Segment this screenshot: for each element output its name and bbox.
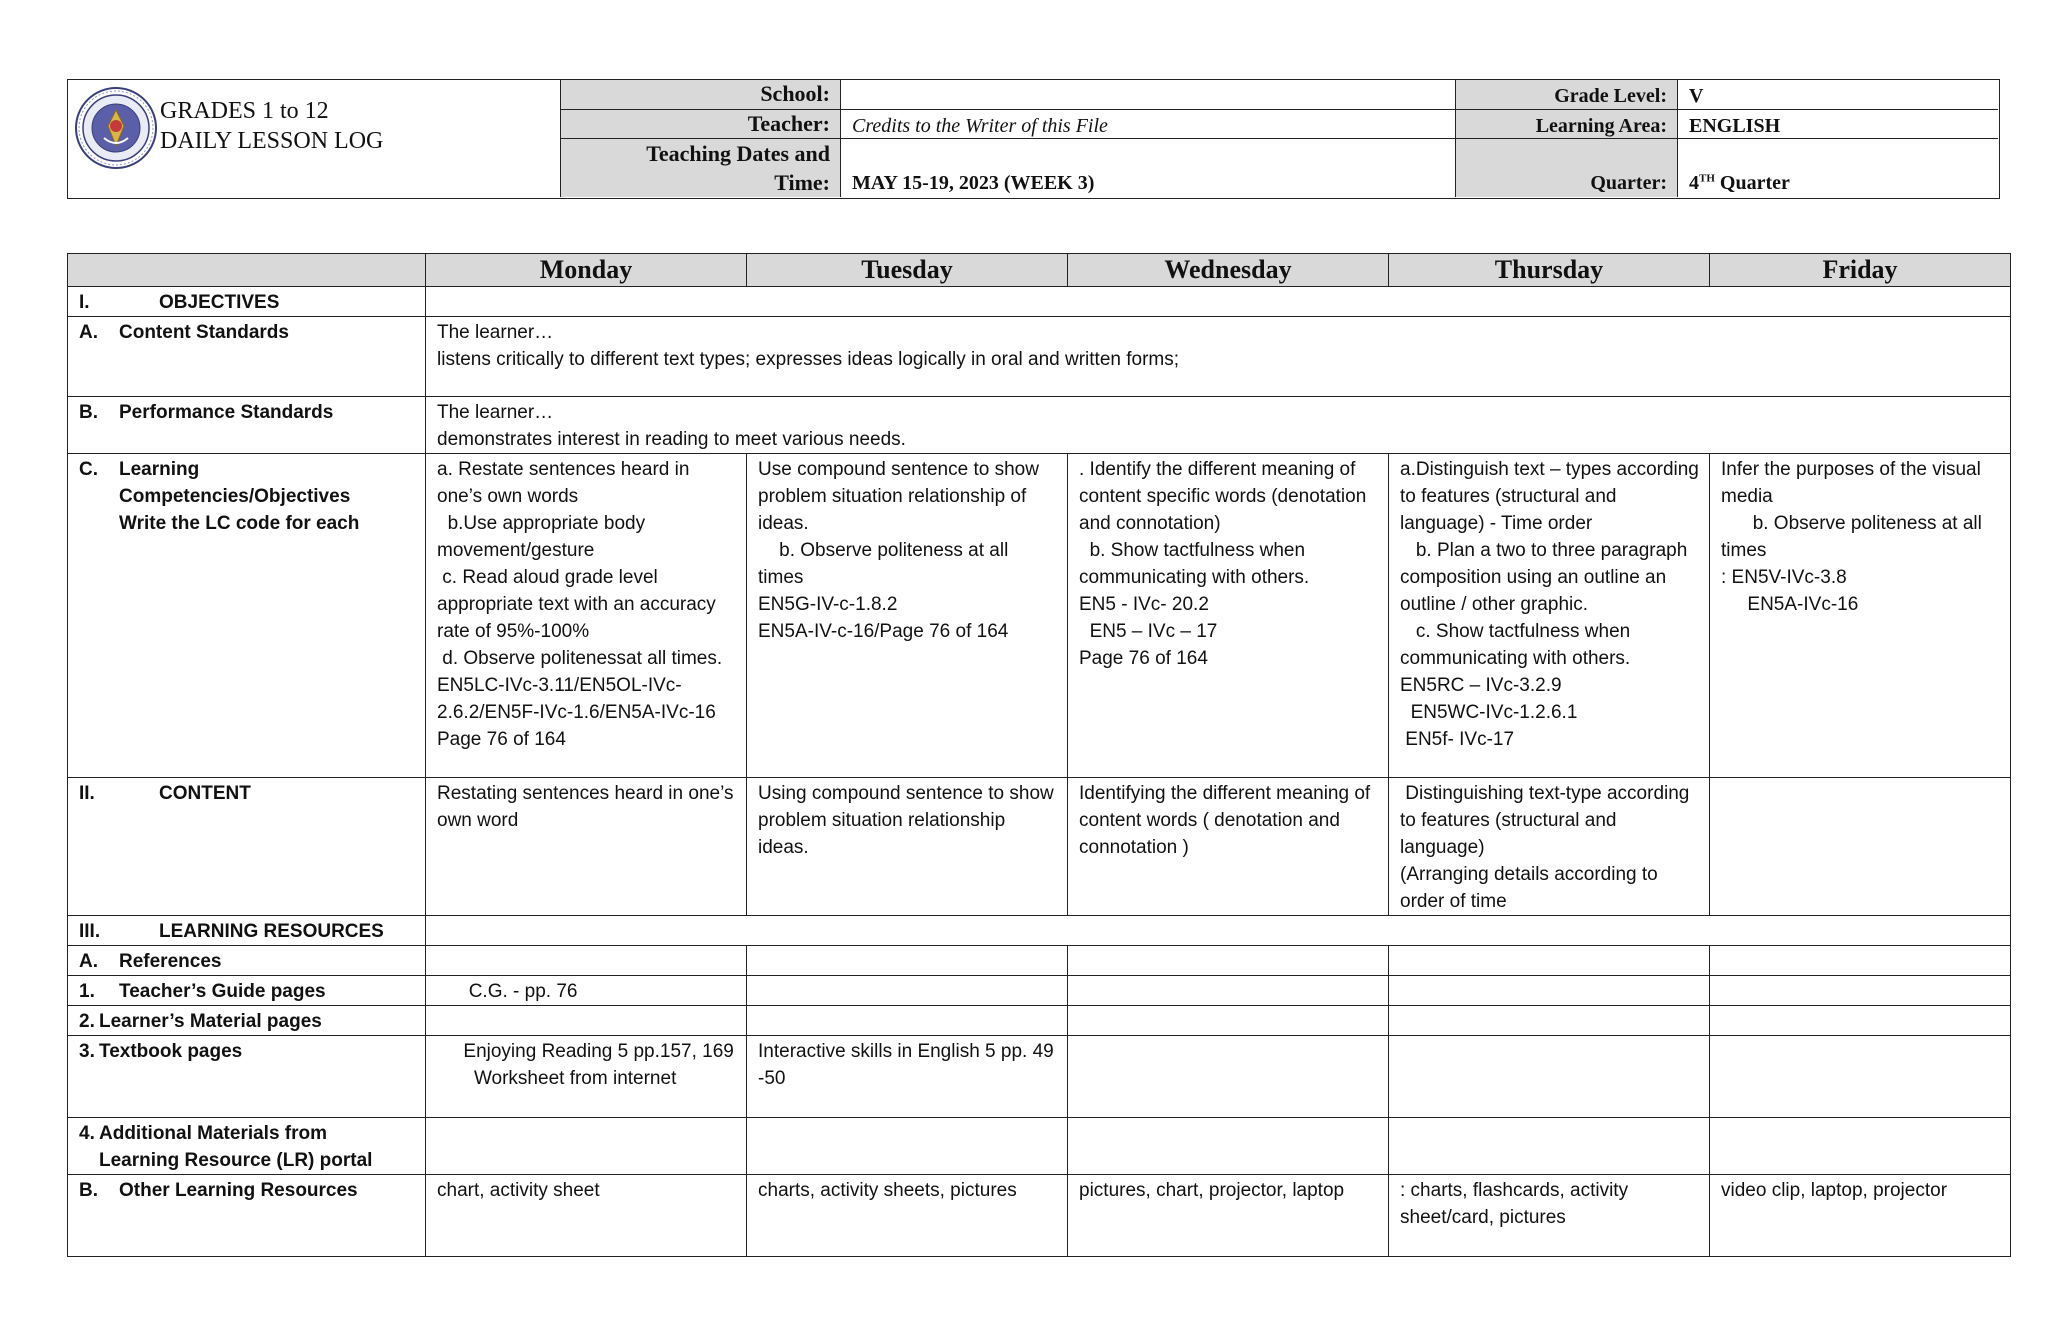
day-header-thursday: Thursday	[1389, 254, 1710, 287]
performance-standards-label: B. Performance Standards	[68, 397, 426, 454]
references-monday	[426, 946, 747, 976]
day-header-wednesday: Wednesday	[1068, 254, 1389, 287]
table-row	[68, 317, 2011, 397]
additional-materials-label: 4. Additional Materials from Learning Resource (LR) portal	[68, 1118, 426, 1175]
objectives-label: I. OBJECTIVES	[68, 287, 426, 317]
learners-material-friday	[1710, 1006, 2011, 1036]
day-header-friday: Friday	[1710, 254, 2011, 287]
additional-materials-wednesday	[1068, 1118, 1389, 1175]
performance-standards-line1: The learner…	[437, 402, 554, 423]
table-row	[68, 778, 2011, 916]
learning-resources-value	[426, 916, 2011, 946]
textbook-friday	[1710, 1036, 2011, 1118]
teacher-value: Credits to the Writer of this File	[841, 110, 1456, 139]
other-resources-tuesday: charts, activity sheets, pictures	[747, 1175, 1068, 1257]
quarter-label: Quarter:	[1456, 139, 1678, 197]
content-standards-line2: listens critically to different text types; expresses ideas logically in oral and written forms;	[437, 349, 1180, 370]
header-blank-cell	[68, 254, 426, 287]
learning-resources-label: III. LEARNING RESOURCES	[68, 916, 426, 946]
learners-material-wednesday	[1068, 1006, 1389, 1036]
teachers-guide-label: 1. Teacher’s Guide pages	[68, 976, 426, 1006]
header-block	[67, 79, 2000, 199]
learners-material-label: 2. Learner’s Material pages	[68, 1006, 426, 1036]
learning-area-value: ENGLISH	[1678, 110, 1998, 139]
competencies-tuesday: Use compound sentence to show problem situation relationship of ideas. b. Observe politeness at all times EN5G-IV-c-1.8.2 EN5A-IV-c-16/Page 76 of 164	[747, 454, 1068, 778]
teachers-guide-thursday	[1389, 976, 1710, 1006]
quarter-number: 4	[1689, 172, 1699, 194]
textbook-label: 3. Textbook pages	[68, 1036, 426, 1118]
lesson-log-table	[67, 253, 2011, 1257]
performance-standards-value	[426, 397, 2011, 454]
additional-materials-friday	[1710, 1118, 2011, 1175]
learners-material-tuesday	[747, 1006, 1068, 1036]
teaching-dates-value: MAY 15-19, 2023 (WEEK 3)	[841, 139, 1456, 197]
table-row	[68, 976, 2011, 1006]
other-resources-friday: video clip, laptop, projector	[1710, 1175, 2011, 1257]
textbook-monday: Enjoying Reading 5 pp.157, 169 Worksheet from internet	[426, 1036, 747, 1118]
references-wednesday	[1068, 946, 1389, 976]
competencies-monday: a. Restate sentences heard in one’s own words b.Use appropriate body movement/gesture c. Read aloud grade level appropriate text with an accuracy rate of 95%-100% d. Observe politenessat all times. EN5LC-IVc-3.11/EN5OL-IVc-2.6.2/EN5F-IVc-1.6/EN5A-IVc-16 Page 76 of 164	[426, 454, 747, 778]
deped-seal-icon	[74, 86, 158, 170]
textbook-thursday	[1389, 1036, 1710, 1118]
table-row	[68, 946, 2011, 976]
teaching-dates-label-line2: Time:	[774, 170, 830, 195]
competencies-label: C. Learning Competencies/Objectives Write the LC code for each	[68, 454, 426, 778]
grade-level-value: V	[1678, 80, 1998, 110]
header-title-line1: GRADES 1 to 12	[160, 98, 329, 124]
table-row	[68, 1175, 2011, 1257]
teachers-guide-friday	[1710, 976, 2011, 1006]
header-logo-cell	[68, 80, 561, 197]
content-monday: Restating sentences heard in one’s own word	[426, 778, 747, 916]
references-label: A. References	[68, 946, 426, 976]
quarter-suffix: TH	[1699, 172, 1715, 185]
teachers-guide-tuesday	[747, 976, 1068, 1006]
teaching-dates-label-line1: Teaching Dates and	[646, 141, 830, 166]
table-row	[68, 916, 2011, 946]
other-resources-wednesday: pictures, chart, projector, laptop	[1068, 1175, 1389, 1257]
content-wednesday: Identifying the different meaning of content words ( denotation and connotation )	[1068, 778, 1389, 916]
other-resources-thursday: : charts, flashcards, activity sheet/card, pictures	[1389, 1175, 1710, 1257]
header-title-line2: DAILY LESSON LOG	[160, 128, 384, 154]
content-friday	[1710, 778, 2011, 916]
performance-standards-line2: demonstrates interest in reading to meet various needs.	[437, 429, 906, 450]
competencies-wednesday: . Identify the different meaning of content specific words (denotation and connotation) b. Show tactfulness when communicating with others. EN5 - IVc- 20.2 EN5 – IVc – 17 Page 76 of 164	[1068, 454, 1389, 778]
other-resources-monday: chart, activity sheet	[426, 1175, 747, 1257]
teachers-guide-monday: C.G. - pp. 76	[426, 976, 747, 1006]
table-row	[68, 397, 2011, 454]
other-resources-label: B. Other Learning Resources	[68, 1175, 426, 1257]
quarter-value	[1678, 139, 1998, 197]
textbook-wednesday	[1068, 1036, 1389, 1118]
additional-materials-tuesday	[747, 1118, 1068, 1175]
references-thursday	[1389, 946, 1710, 976]
textbook-tuesday: Interactive skills in English 5 pp. 49 -50	[747, 1036, 1068, 1118]
learners-material-thursday	[1389, 1006, 1710, 1036]
references-friday	[1710, 946, 2011, 976]
table-row	[68, 1006, 2011, 1036]
learners-material-monday	[426, 1006, 747, 1036]
content-standards-label: A. Content Standards	[68, 317, 426, 397]
teacher-label: Teacher:	[561, 110, 841, 139]
content-label: II. CONTENT	[68, 778, 426, 916]
content-standards-line1: The learner…	[437, 322, 554, 343]
table-row	[68, 454, 2011, 778]
additional-materials-thursday	[1389, 1118, 1710, 1175]
competencies-friday: Infer the purposes of the visual media b. Observe politeness at all times : EN5V-IVc-3.8 EN5A-IVc-16	[1710, 454, 2011, 778]
references-tuesday	[747, 946, 1068, 976]
day-header-tuesday: Tuesday	[747, 254, 1068, 287]
objectives-value	[426, 287, 2011, 317]
table-row	[68, 1036, 2011, 1118]
additional-materials-monday	[426, 1118, 747, 1175]
teachers-guide-wednesday	[1068, 976, 1389, 1006]
school-value	[841, 80, 1456, 110]
teaching-dates-label	[561, 139, 841, 197]
competencies-thursday: a.Distinguish text – types according to features (structural and language) - Time order b. Plan a two to three paragraph composition using an outline an outline / other graphic. c. Show tactfulness when communicating with others. EN5RC – IVc-3.2.9 EN5WC-IVc-1.2.6.1 EN5f- IVc-17	[1389, 454, 1710, 778]
content-tuesday: Using compound sentence to show problem situation relationship ideas.	[747, 778, 1068, 916]
content-thursday: Distinguishing text-type according to features (structural and language) (Arranging details according to order of time	[1389, 778, 1710, 916]
table-row	[68, 1118, 2011, 1175]
content-standards-value	[426, 317, 2011, 397]
table-header-row	[68, 254, 2011, 287]
quarter-word: Quarter	[1714, 172, 1790, 194]
school-label: School:	[561, 80, 841, 110]
grade-level-label: Grade Level:	[1456, 80, 1678, 110]
day-header-monday: Monday	[426, 254, 747, 287]
learning-area-label: Learning Area:	[1456, 110, 1678, 139]
table-row	[68, 287, 2011, 317]
